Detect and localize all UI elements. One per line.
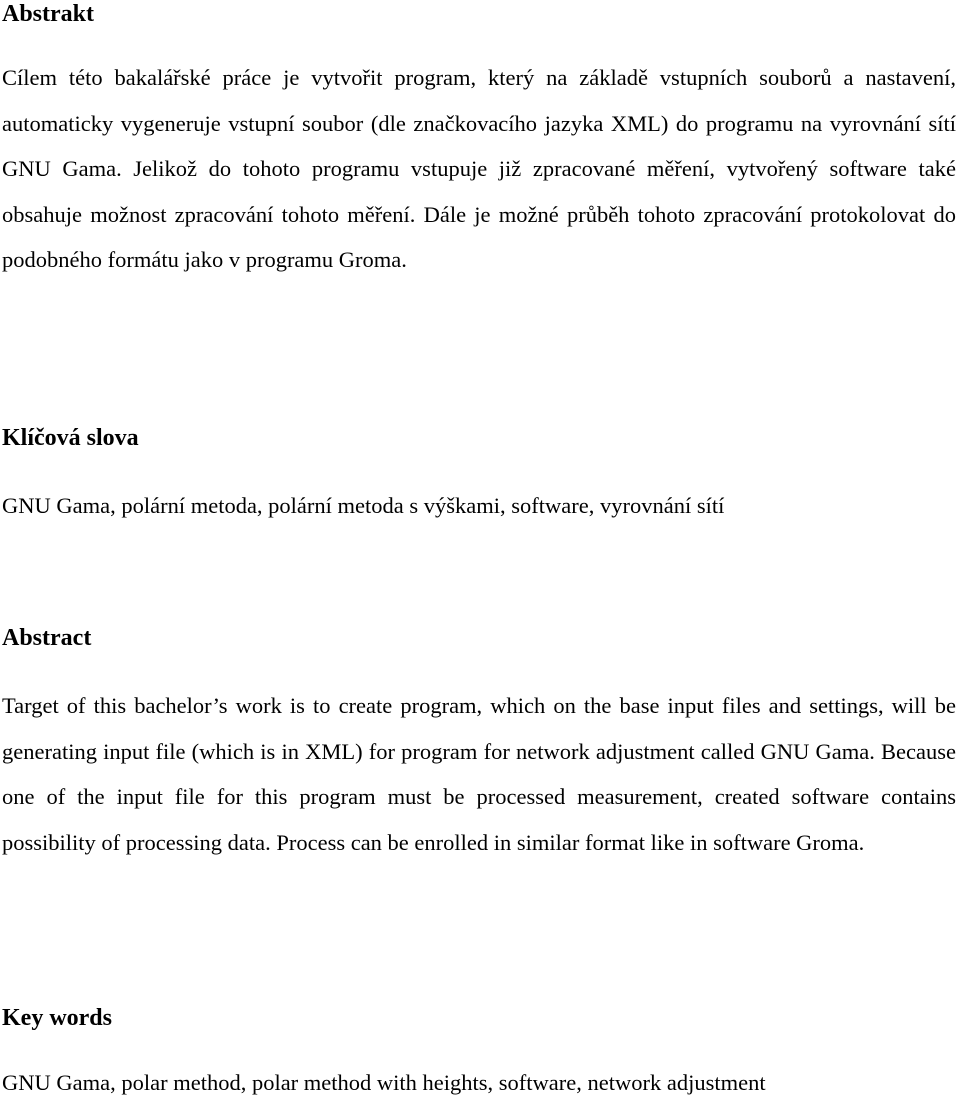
abstract-heading: Abstract xyxy=(2,625,92,651)
klicova-slova-heading: Klíčová slova xyxy=(2,425,139,451)
abstract-paragraph: Target of this bachelor’s work is to create program, which on the base input files and settings, will be generating input file (which is in XML) for program for network adjustment called GNU Gama. Because one of the input file for this program must be processed measurement, created software contains possibility of processing data. Process can be enrolled in similar format like in software Groma. xyxy=(2,693,956,855)
abstrakt-paragraph: Cílem této bakalářské práce je vytvořit program, který na základě vstupních souborů a nastavení, automaticky vygeneruje vstupní soubor (dle značkovacího jazyka XML) do programu na vyrovnání sítí GNU Gama. Jelikož do tohoto programu vstupuje již zpracované měření, vytvořený software také obsahuje možnost zpracování tohoto měření. Dále je možné průběh tohoto zpracování protokolovat do podobného formátu jako v programu Groma. xyxy=(2,65,956,272)
key-words-heading: Key words xyxy=(2,1005,112,1031)
klicova-slova-list: GNU Gama, polární metoda, polární metoda s výškami, software, vyrovnání sítí xyxy=(2,493,725,518)
key-words-list: GNU Gama, polar method, polar method with heights, software, network adjustment xyxy=(2,1070,766,1095)
abstrakt-heading: Abstrakt xyxy=(2,1,95,27)
